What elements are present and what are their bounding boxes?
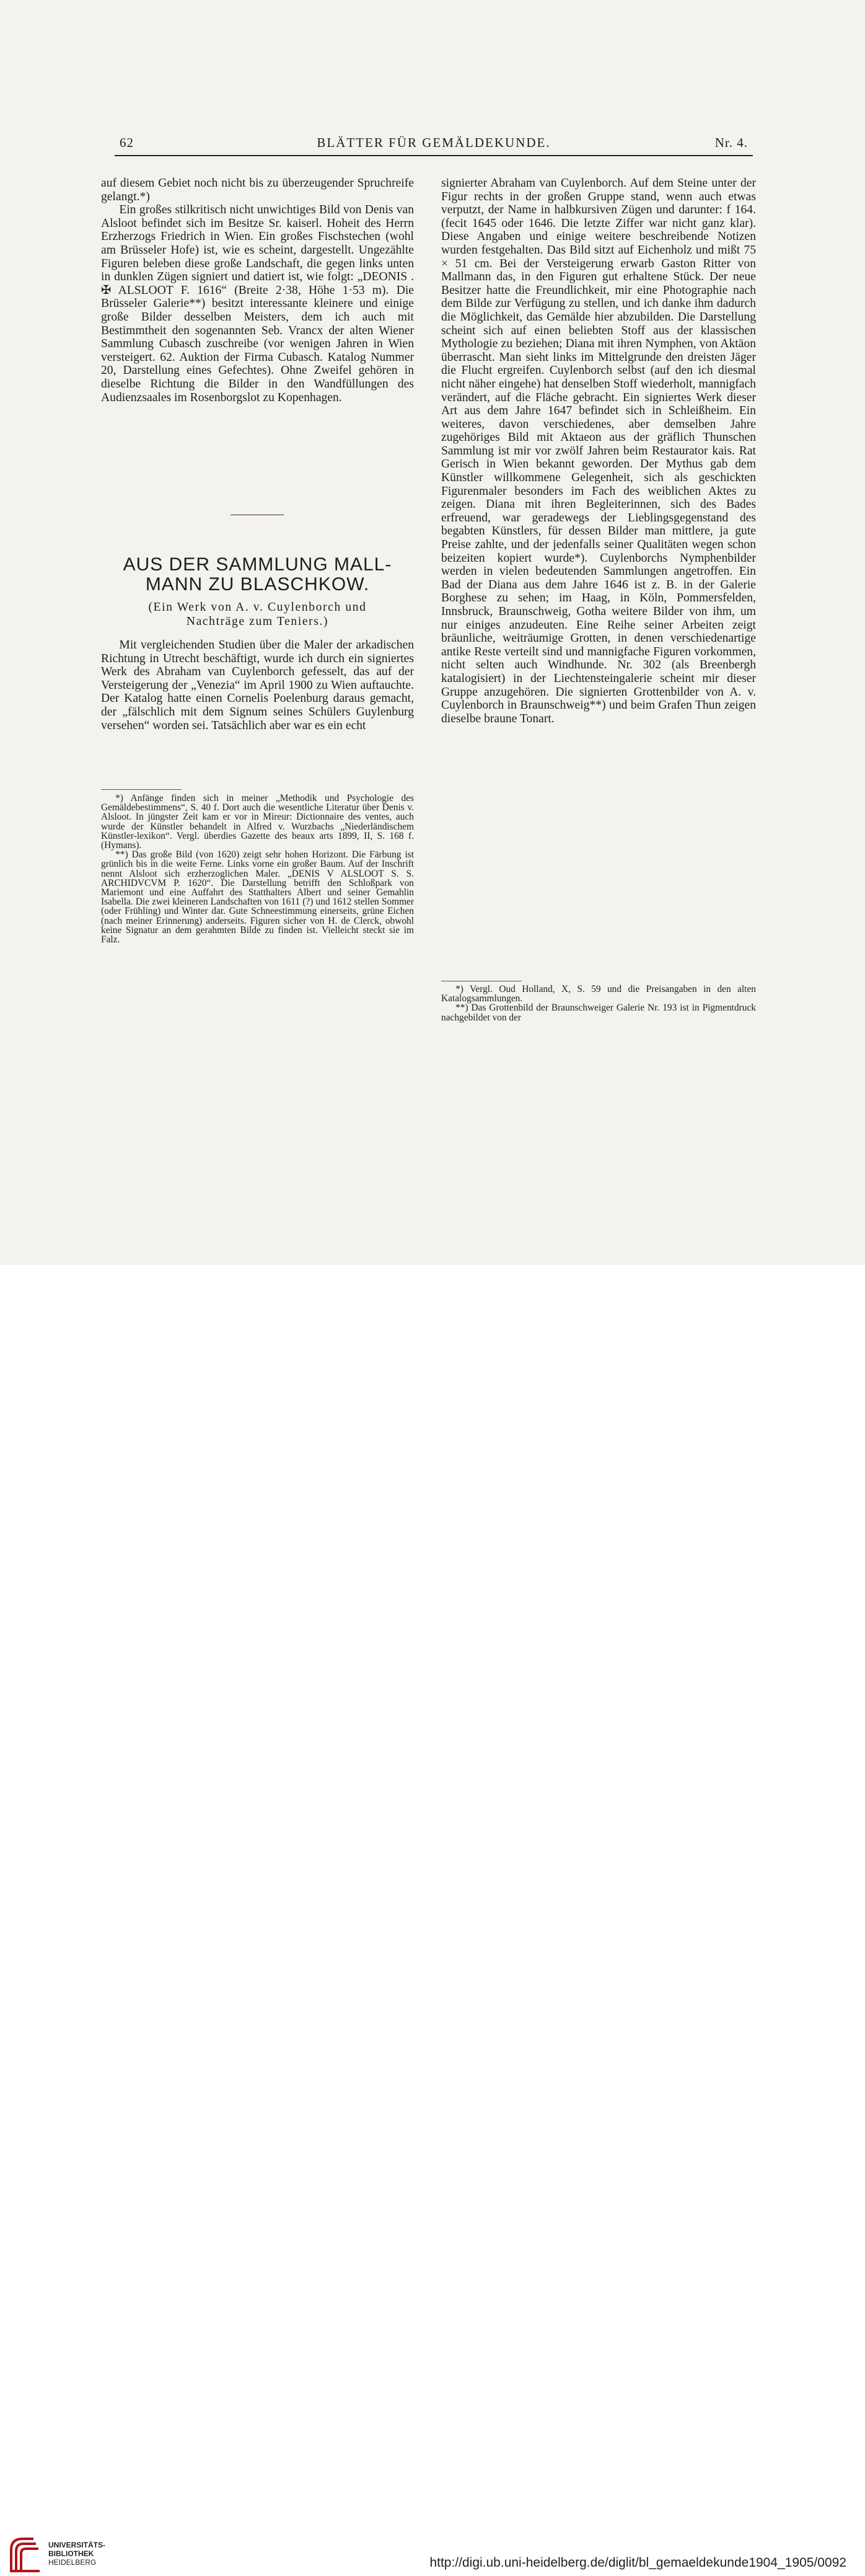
left-footnotes (101, 794, 414, 944)
left-column-top (101, 177, 414, 404)
right-footnotes (441, 985, 756, 1022)
footnote: *) Vergl. Oud Holland, X, S. 59 und die Preisangaben in den alten Katalogsammlungen. (441, 984, 756, 1004)
paragraph: Mit vergleichenden Studien über die Maler der arkadischen Richtung in Utrecht beschäftigt, wurde ich durch ein signiertes Werk des Abraham van Cuylenborch gefesselt, das auf der Versteigerung der „Venezia“ im April 1900 zu Wien auftauchte. Der Katalog hatte einen Cornelis Poelenburg daraus gemacht, der „fälschlich mit dem Signum seines Schülers Guylenburg versehen“ worden sei. Tatsächlich aber war es ein echt (101, 639, 414, 732)
issue-number: Nr. 4. (714, 135, 748, 150)
permalink-url[interactable]: http://digi.ub.uni-heidelberg.de/diglit/bl_gemaeldekunde1904_1905/0092 (429, 2556, 846, 2570)
footnote: **) Das Grottenbild der Braunschweiger Galerie Nr. 193 ist in Pigmentdruck nachgebildet von der (441, 1003, 756, 1023)
institution-line: BIBLIOTHEK (48, 2549, 94, 2558)
left-column-bottom (101, 639, 414, 732)
viewer-footer (0, 1265, 865, 2570)
paragraph: Ein großes stilkritisch nicht unwichtiges Bild von Denis van Alsloot befindet sich im Besitze Sr. kaiserl. Hoheit des Herrn Erzherzogs Friedrich in Wien. Ein großes Fischstechen (wohl am Brüsseler Hofe) ist, wie es scheint, dargestellt. Ungezählte Figuren beleben diese große Landschaft, die gegen links unten in dunklen Zügen signiert und datiert ist, wie folgt: „DEONIS . ✠ ALSLOOT F. 1616“ (Breite 2·38, Höhe 1·53 m). Die Brüsseler Galerie**) besitzt interessante kleinere und einige große Bilder desselben Meisters, dem ich auch mit Bestimmtheit den sogenannten Seb. Vrancx der alten Wiener Sammlung Cubasch zuschreibe (vor wenigen Jahren in Wien versteigert. 62. Auktion der Firma Cubasch. Katalog Nummer 20, Darstellung eines Gefechtes). Ohne Zweifel gehören in dieselbe Richtung die Bilder in den Wandfüllungen des Audienzsaales im Rosenborgslot zu Kopenhagen. (101, 203, 414, 404)
header-rule (115, 155, 753, 156)
article-title-line: AUS DER SAMMLUNG MALL- (123, 554, 392, 575)
article-subtitle-line: Nachträge zum Teniers.) (186, 615, 329, 628)
page-number: 62 (120, 135, 134, 150)
page-header (115, 135, 753, 156)
paragraph: auf diesem Gebiet noch nicht bis zu überzeugender Spruchreife gelangt.*) (101, 177, 414, 203)
journal-title: BLÄTTER FÜR GEMÄLDEKUNDE. (317, 135, 551, 150)
footnote: *) Anfänge finden sich in meiner „Methodik und Psychologie des Gemäldebestimmens“, S. 40 f. Dort auch die wesentliche Literatur über Denis v. Alsloot. In jüngster Zeit kam er vor in Mireur: Dictionnaire des ventes, auch wurde der Künstler behandelt in Alfred v. Wurzbachs „Niederländischem Künstler-lexikon“. Vergl. überdies Gazette des beaux arts 1899, II, S. 168 f. (Hymans). (101, 793, 414, 851)
article-title-line: MANN ZU BLASCHKOW. (145, 574, 370, 595)
footnote: **) Das große Bild (von 1620) zeigt sehr hohen Horizont. Die Färbung ist grünlich bis in die weite Ferne. Links vorne ein großer Baum. Auf der Inschrift nennt Alsloot sich erzherzoglichen Maler. „DENIS V ALSLOOT S. S. ARCHIDVCVM P. 1620“. Die Darstellung betrifft den Schloßpark von Mariemont und eine Auffahrt des Statthalters Albert und seiner Gemahlin Isabella. Die zwei kleineren Landschaften von 1611 (?) und 1612 stellen Sommer (oder Frühling) und Winter dar. Gute Schneestimmung einerseits, grüne Eichen (nach meiner Erinnerung) anderseits. Figuren sicher von H. de Clerck, obwohl keine Signatur an dem gerahmten Bilde zu finden ist. Vielleicht steckt sie im Falz. (101, 849, 414, 945)
institution-line: HEIDELBERG (48, 2558, 97, 2567)
article-subtitle-line: (Ein Werk von A. v. Cuylenborch und (148, 601, 367, 614)
footnote-rule (101, 789, 182, 790)
article-subtitle (101, 600, 414, 629)
article-title (101, 555, 414, 595)
institution-name (48, 2541, 105, 2567)
heidelberg-library-logo-icon[interactable] (7, 2533, 42, 2576)
paragraph: signierter Abraham van Cuylenborch. Auf dem Steine unter der Figur rechts in der großen Gruppe stand, wenn auch etwas verputzt, der Name in halbkursiven Zügen und darunter: f 164. (fecit 1645 oder 1646. Die letzte Ziffer war nicht ganz klar). Diese Angaben und einige weitere beschreibende Notizen wurden festgehalten. Das Bild sitzt auf Eichenholz und mißt 75 × 51 cm. Bei der Versteigerung erwarb Gaston Ritter von Mallmann das, in den Figuren gut erhaltene Stück. Der neue Besitzer hatte die Freundlichkeit, mir eine Photographie nach dem Bilde zur Verfügung zu stellen, und ich danke ihm dadurch die Möglichkeit, das Gemälde hier abzubilden. Die Darstellung scheint sich auf einen beliebten Stoff aus der klassischen Mythologie zu beziehen; Diana mit ihren Nymphen, von Aktäon überrascht. Man sieht links im Mittelgrunde den dreisten Jäger die Flucht ergreifen. Cuylenborch selbst (auf den ich diesmal nicht näher eingehe) hat denselben Stoff wiederholt, mannigfach verändert, auf die Fläche gebracht. Ein signiertes Werk dieser Art aus dem Jahre 1647 befindet sich in Schleißheim. Ein weiteres, davon verschiedenes, aber demselben Jahre zugehöriges Bild mit Aktaeon aus der gräflich Thunschen Sammlung ist mir vor zwölf Jahren beim Restaurator kais. Rat Gerisch in Wien bekannt geworden. Der Mythus gab dem Künstler willkommene Gelegenheit, sich als geschickten Figurenmaler besonders im Fach des weiblichen Aktes zu zeigen. Diana mit ihren Begleiterinnen, sich des Bades erfreuend, war geradewegs der Lieblingsgegenstand des begabten Künstlers, für dessen Bilder man mittlere, ja gute Preise zahlte, und der jedenfalls seiner Qualitäten wegen schon beizeiten kopiert wurde*). Cuylenborchs Nymphenbilder werden in vielen bedeutenden Sammlungen angetroffen. Ein Bad der Diana aus dem Jahre 1646 ist z. B. in der Galerie Borghese zu sehen; im Haag, in Köln, Pommersfelden, Innsbruck, Braunschweig, Gotha weitere Bilder von ihm, um nur einiges anzudeuten. Eine Reihe seiner Arbeiten zeigt bräunliche, weiträumige Grotten, in denen verschiedenartige antike Reste verteilt sind und mannigfache Figuren vorkommen, nicht selten auch Windhunde. Nr. 302 (als Breenbergh katalogisiert) in der Liechtensteingalerie scheint mir dieser Gruppe anzugehören. Die signierten Grottenbilder von A. v. Cuylenborch in Braunschweig**) und beim Grafen Thun zeigen dieselbe braune Tonart. (441, 177, 756, 725)
right-column (441, 177, 756, 725)
institution-line: UNIVERSITÄTS- (48, 2541, 106, 2549)
